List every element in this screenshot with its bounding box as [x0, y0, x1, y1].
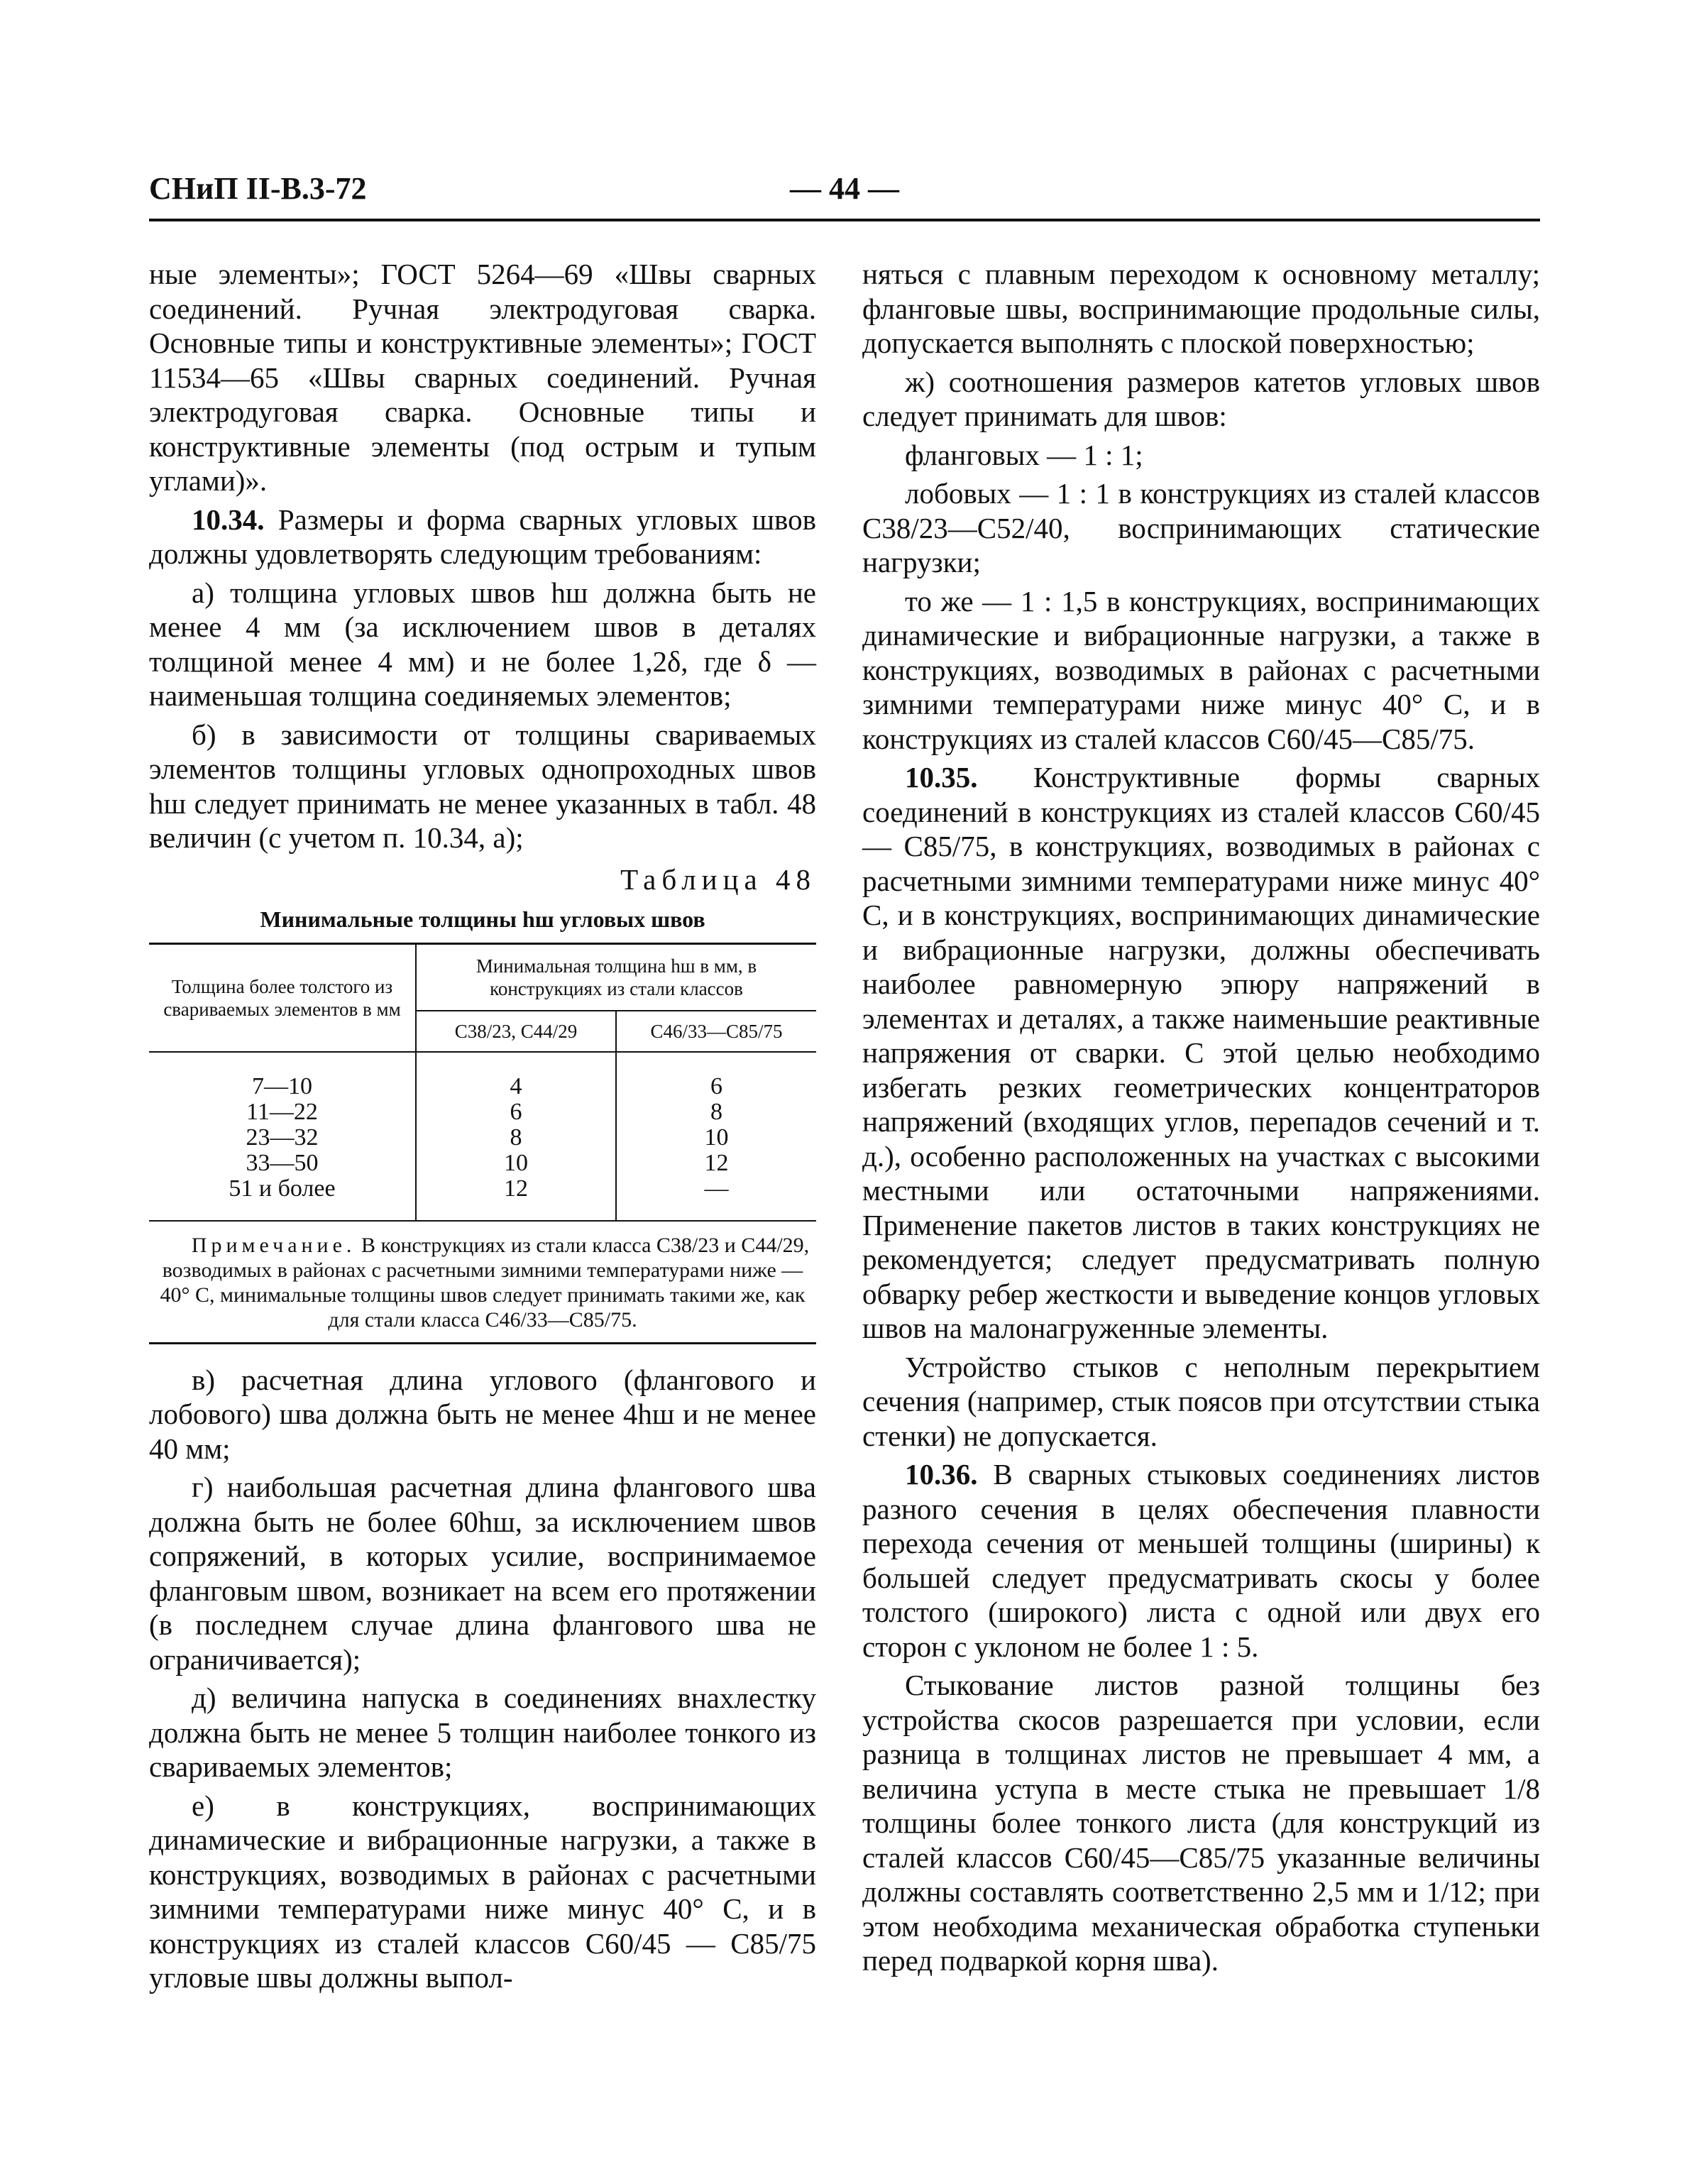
ratio-same: то же — 1 : 1,5 в конструкциях, воспринимающих динамические и вибрационные нагрузки, а также в конструкциях, возводимых в районах с расчетными зимними температурами ниже минус 40° С, и в конструкциях из сталей классов С60/45—С85/75. — [862, 584, 1540, 755]
table-row: 33—50 10 12 — [149, 1151, 816, 1176]
item-v: в) расчетная длина углового (флангового и лобового) шва должна быть не менее 4hш и не менее 40 мм; — [149, 1363, 816, 1465]
clause-number: 10.34. — [192, 503, 265, 536]
ratio-frontal: лобовых — 1 : 1 в конструкциях из сталей классов С38/23—С52/40, воспринимающих статические нагрузки; — [862, 477, 1540, 578]
item-d: д) величина напуска в соединениях внахлестку должна быть не менее 5 толщин наиболее тонкого из свариваемых элементов; — [149, 1681, 816, 1783]
left-column — [149, 257, 816, 1999]
table-row: 51 и более 12 — — [149, 1176, 816, 1221]
clause-10-36 — [862, 1457, 1540, 1664]
table-note — [149, 1221, 816, 1344]
table-48 — [149, 862, 816, 1344]
min-weld-thickness-table — [149, 943, 816, 1344]
clause-number: 10.35. — [905, 761, 978, 794]
column-group-header: Минимальная толщина hш в мм, в конструкциях из стали классов — [476, 955, 757, 999]
paragraph: няться с плавным переходом к основному металлу; фланговые швы, воспринимающие продольные силы, допускается выполнять с плоской поверхностью; — [862, 258, 1540, 359]
item-zh: ж) соотношения размеров катетов угловых швов следует принимать для швов: — [862, 365, 1540, 432]
page-number: — 44 — — [790, 171, 899, 206]
header-rule — [149, 219, 1540, 221]
ratio-flank: фланговых — 1 : 1; — [905, 438, 1143, 471]
clause-text: Размеры и форма сварных угловых швов должны удовлетворять следующим требованиям: — [149, 503, 816, 570]
table-row: 23—32 8 10 — [149, 1125, 816, 1151]
paragraph: ные элементы»; ГОСТ 5264—69 «Швы сварных соединений. Ручная электродуговая сварка. Основные типы и конструктивные элементы»; ГОСТ 11534—65 «Швы сварных соединений. Ручная электродуговая сварка. Основные типы и конструктивные элементы (под острым и тупым углами)». — [149, 258, 816, 497]
item-g: г) наибольшая расчетная длина флангового шва должна быть не более 60hш, за исключением швов сопряжений, в которых усилие, воспринимаемое фланговым швом, возникает на всем его протяжении (в последнем случае длина флангового шва не ограничивается); — [149, 1471, 816, 1676]
right-column — [862, 257, 1540, 1982]
table-caption: Таблица 48 — [620, 862, 816, 896]
note-text: В конструкциях из стали класса С38/23 и С44/29, возводимых в районах с расчетными зимними температурами ниже —40° С, минимальные толщины швов следует принимать такими же, как для стали класса С46/33—С85/75. — [160, 1233, 810, 1332]
column-header-c38: С38/23, С44/29 — [416, 1011, 616, 1052]
paragraph: Устройство стыков с неполным перекрытием сечения (например, стык поясов при отсутствии стыка стенки) не допускается. — [862, 1350, 1540, 1452]
clause-text: В сварных стыковых соединениях листов разного сечения в целях обеспечения плавности перехода сечения от меньшей толщины (ширины) к большей следует предусматривать скосы у более толстого (широкого) листа с одной или двух его сторон с уклоном не более 1 : 5. — [862, 1458, 1540, 1663]
column-header-c46: С46/33—С85/75 — [616, 1011, 816, 1052]
table-row: 7—10 4 6 — [149, 1052, 816, 1099]
item-e: е) в конструкциях, воспринимающих динамические и вибрационные нагрузки, а также в конструкциях, возводимых в районах с расчетными зимними температурами ниже минус 40° С, и в конструкциях из сталей классов С60/45 — С85/75 угловые швы должны выпол- — [149, 1789, 816, 1994]
clause-10-34 — [149, 503, 816, 571]
clause-number: 10.36. — [905, 1458, 978, 1491]
table-title: Минимальные толщины hш угловых швов — [260, 906, 705, 932]
item-a: а) толщина угловых швов hш должна быть не менее 4 мм (за исключением швов в деталях толщиной менее 4 мм) и не более 1,2δ, где δ — наименьшая толщина соединяемых элементов; — [149, 576, 816, 712]
item-b: б) в зависимости от толщины свариваемых элементов толщины угловых однопроходных швов hш следует принимать не менее указанных в табл. 48 величин (с учетом п. 10.34, а); — [149, 718, 816, 854]
paragraph: Стыкование листов разной толщины без устройства скосов разрешается при условии, если разница в толщинах листов не превышает 4 мм, а величина уступа в месте стыка не превышает 1/8 толщины более тонкого листа (для конструкций из сталей классов С60/45—С85/75 указанные величины должны составлять соответственно 2,5 мм и 1/12; при этом необходима механическая обработка ступеньки перед подваркой корня шва). — [862, 1669, 1540, 1977]
clause-10-35 — [862, 760, 1540, 1346]
note-label: Примечание. — [191, 1233, 356, 1257]
table-row: 11—22 6 8 — [149, 1099, 816, 1125]
page-header — [149, 170, 1540, 220]
column-header-thickness: Толщина более толстого из свариваемых элементов в мм — [149, 943, 416, 1052]
clause-text: Конструктивные формы сварных соединений в конструкциях из сталей классов С60/45 — С85/75, в конструкциях, возводимых в районах с расчетными зимними температурами ниже минус 40° С, и в конструкциях, воспринимающих динамические и вибрационные нагрузки, должны обеспечивать наиболее равномерную эпюру напряжений в элементах и деталях, а также наименьшие реактивные напряжения от сварки. С этой целью необходимо избегать резких геометрических концентраторов напряжений (входящих углов, перепадов сечений и т. д.), особенно расположенных на участках с высокими местными или остаточными напряжениями. Применение пакетов листов в таких конструкциях не рекомендуется; следует предусматривать полную обварку ребер жесткости и выведение концов угловых швов на малонагруженные элементы. — [862, 761, 1540, 1344]
document-code: СНиП II-В.3-72 — [149, 171, 367, 206]
